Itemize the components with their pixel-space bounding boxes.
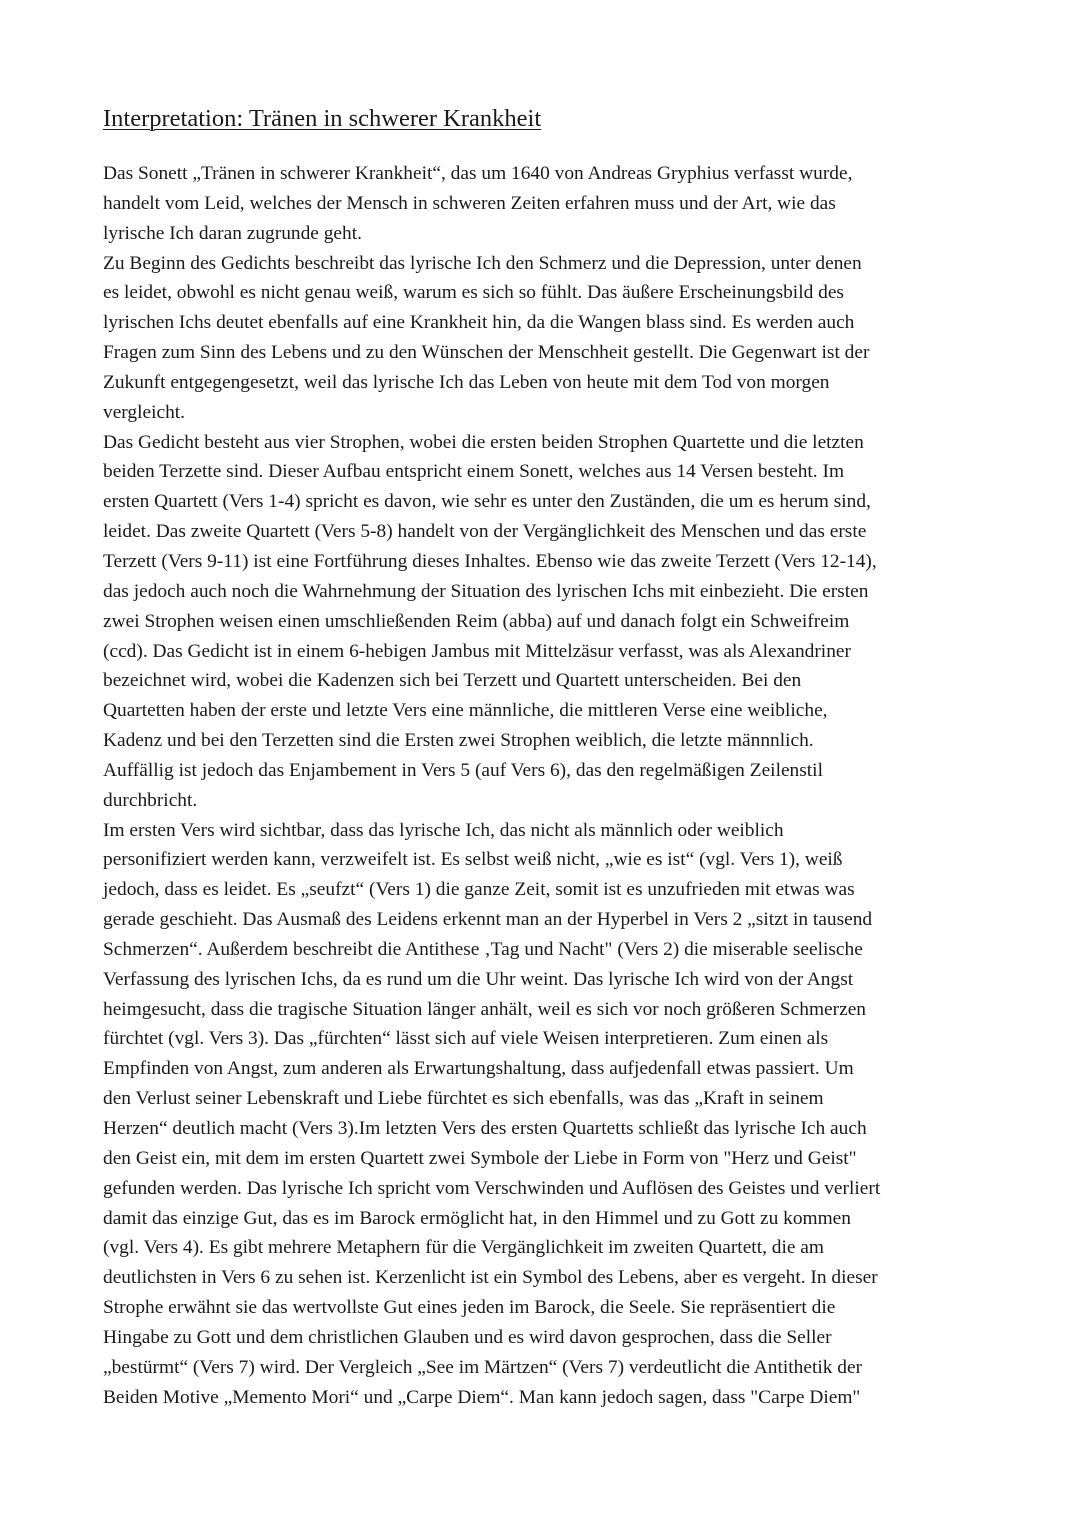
text-line: Strophe erwähnt sie das wertvollste Gut eines jeden im Barock, die Seele. Sie repräsentiert die — [103, 1297, 836, 1319]
text-line: Schmerzen“. Außerdem beschreibt die Antithese ‚Tag und Nacht" (Vers 2) die miserable seelische — [103, 938, 863, 960]
document-page — [103, 103, 983, 1412]
text-line: lyrischen Ichs deutet ebenfalls auf eine Krankheit hin, da die Wangen blass sind. Es werden auch — [103, 312, 855, 334]
text-line: zwei Strophen weisen einen umschließenden Reim (abba) auf und danach folgt ein Schweifreim — [103, 610, 850, 632]
text-line: (vgl. Vers 4). Es gibt mehrere Metaphern für die Vergänglichkeit im zweiten Quartett, die am — [103, 1237, 825, 1259]
text-line: Im ersten Vers wird sichtbar, dass das lyrische Ich, das nicht als männlich oder weiblich — [103, 819, 784, 841]
text-line: gerade geschieht. Das Ausmaß des Leidens erkennt man an der Hyperbel in Vers 2 „sitzt in tausend — [103, 909, 873, 931]
text-line: den Geist ein, mit dem im ersten Quartett zwei Symbole der Liebe in Form von "Herz und Geist" — [103, 1147, 857, 1169]
text-line: Herzen“ deutlich macht (Vers 3).Im letzten Vers des ersten Quartetts schließt das lyrische Ich auch — [103, 1118, 867, 1139]
text-line: Verfassung des lyrischen Ichs, da es rund um die Uhr weint. Das lyrische Ich wird von der Angst — [103, 968, 854, 990]
text-line: das jedoch auch noch die Wahrnehmung der Situation des lyrischen Ichs mit einbezieht. Die ersten — [103, 580, 869, 602]
text-line: Empfinden von Angst, zum anderen als Erwartungshaltung, dass aufjedenfall etwas passiert. Um — [103, 1058, 854, 1080]
text-line: Beiden Motive „Memento Mori“ und „Carpe Diem“. Man kann jedoch sagen, dass "Carpe Diem" — [103, 1386, 861, 1408]
text-line: ersten Quartett (Vers 1-4) spricht es davon, wie sehr es unter den Zuständen, die um es herum sind, — [103, 491, 871, 513]
text-line: Auffällig ist jedoch das Enjambement in Vers 5 (auf Vers 6), das den regelmäßigen Zeilenstil — [103, 759, 823, 781]
text-line: deutlichsten in Vers 6 zu sehen ist. Kerzenlicht ist ein Symbol des Lebens, aber es vergeht. In dieser — [103, 1267, 878, 1289]
text-line: Das Gedicht besteht aus vier Strophen, wobei die ersten beiden Strophen Quartette und die letzten — [103, 431, 864, 453]
text-line: fürchtet (vgl. Vers 3). Das „fürchten“ lässt sich auf viele Weisen interpretieren. Zum einen als — [103, 1028, 829, 1050]
text-line: es leidet, obwohl es nicht genau weiß, warum es sich so fühlt. Das äußere Erscheinungsbild des — [103, 282, 844, 304]
text-line: damit das einzige Gut, das es im Barock ermöglicht hat, in den Himmel und zu Gott zu kommen — [103, 1207, 851, 1229]
text-line: jedoch, dass es leidet. Es „seufzt“ (Vers 1) die ganze Zeit, somit ist es unzufrieden mit etwas was — [103, 879, 855, 901]
document-body — [103, 159, 983, 1412]
text-line: (ccd). Das Gedicht ist in einem 6-hebigen Jambus mit Mittelzäsur verfasst, was als Alexandriner — [103, 640, 851, 662]
text-line: durchbricht. — [103, 789, 198, 811]
text-line: Zu Beginn des Gedichts beschreibt das lyrische Ich den Schmerz und die Depression, unter denen — [103, 252, 862, 274]
text-line: leidet. Das zweite Quartett (Vers 5-8) handelt von der Vergänglichkeit des Menschen und das erste — [103, 521, 867, 543]
text-line: Kadenz und bei den Terzetten sind die Ersten zwei Strophen weiblich, die letzte männnlich. — [103, 730, 814, 752]
text-line: Terzett (Vers 9-11) ist eine Fortführung dieses Inhaltes. Ebenso wie das zweite Terzett (Vers 12-14), — [103, 550, 877, 572]
text-line: Hingabe zu Gott und dem christlichen Glauben und es wird davon gesprochen, dass die Seller — [103, 1326, 832, 1348]
text-line: Fragen zum Sinn des Lebens und zu den Wünschen der Menschheit gestellt. Die Gegenwart ist der — [103, 342, 870, 364]
text-line: vergleicht. — [103, 401, 186, 423]
text-line: Quartetten haben der erste und letzte Vers eine männliche, die mittleren Verse eine weibliche, — [103, 700, 828, 722]
text-line: heimgesucht, dass die tragische Situation länger anhält, weil es sich vor noch größeren Schmerzen — [103, 998, 867, 1020]
text-line: bezeichnet wird, wobei die Kadenzen sich bei Terzett und Quartett unterscheiden. Bei den — [103, 670, 802, 692]
text-line: personifiziert werden kann, verzweifelt ist. Es selbst weiß nicht, „wie es ist“ (vgl. Vers 1), weiß — [103, 849, 843, 871]
text-line: „bestürmt“ (Vers 7) wird. Der Vergleich „See im Märtzen“ (Vers 7) verdeutlicht die Antithetik der — [103, 1356, 863, 1378]
text-line: den Verlust seiner Lebenskraft und Liebe fürchtet es sich ebenfalls, was das „Kraft in seinem — [103, 1088, 824, 1110]
text-line: Zukunft entgegengesetzt, weil das lyrische Ich das Leben von heute mit dem Tod von morgen — [103, 371, 830, 393]
text-line: lyrische Ich daran zugrunde geht. — [103, 222, 362, 244]
text-line: handelt vom Leid, welches der Mensch in schweren Zeiten erfahren muss und der Art, wie das — [103, 192, 836, 214]
text-line: Das Sonett „Tränen in schwerer Krankheit“, das um 1640 von Andreas Gryphius verfasst wurde, — [103, 163, 853, 184]
document-title: Interpretation: Tränen in schwerer Krankheit — [103, 105, 542, 132]
text-line: beiden Terzette sind. Dieser Aufbau entspricht einem Sonett, welches aus 14 Versen besteht. Im — [103, 461, 845, 483]
text-line: gefunden werden. Das lyrische Ich spricht vom Verschwinden und Auflösen des Geistes und verliert — [103, 1177, 881, 1199]
